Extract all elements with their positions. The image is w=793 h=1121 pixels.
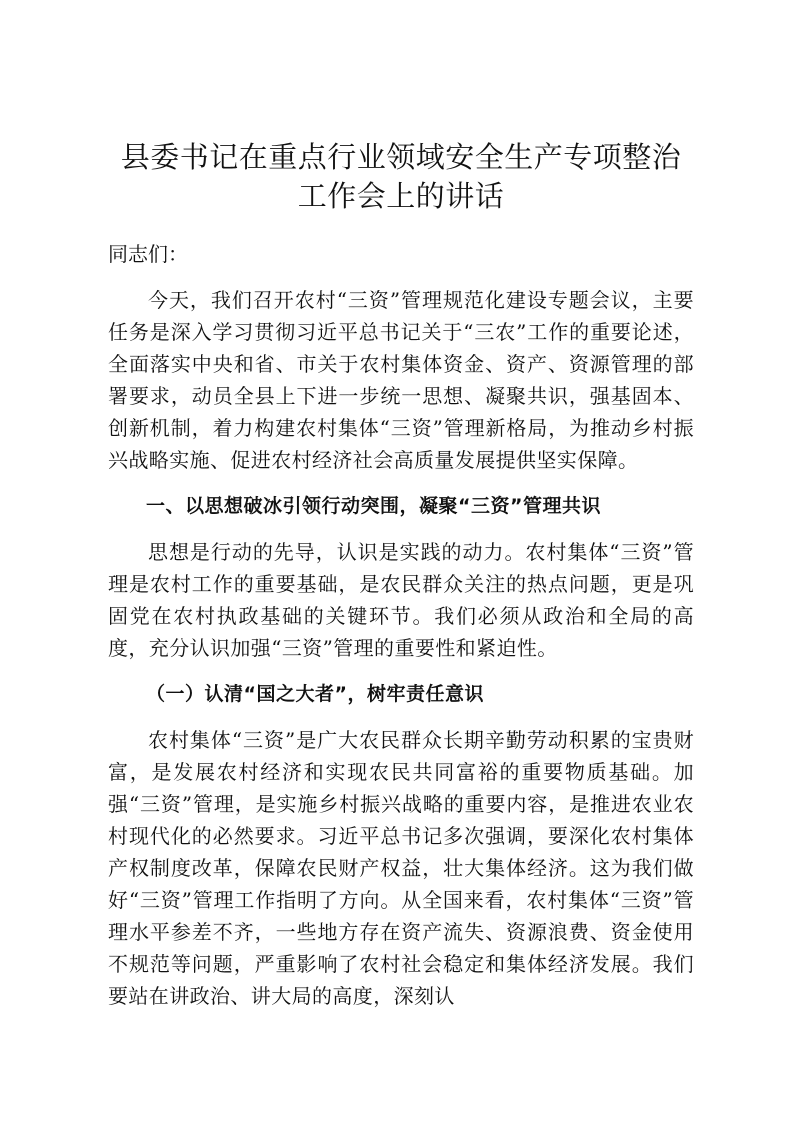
document-title: 县委书记在重点行业领域安全生产专项整治工作会上的讲话 [120, 140, 682, 213]
document-page [108, 138, 694, 1012]
subsection-heading-1: （一）认清“国之大者”，树牢责任意识 [146, 683, 484, 705]
section-heading-1: 一、以思想破冰引领行动突围，凝聚“三资”管理共识 [146, 495, 601, 517]
section-1-paragraph: 思想是行动的先导，认识是实践的动力。农村集体“三资”管理是农村工作的重要基础，是农民群众关注的热点问题，更是巩固党在农村执政基础的关键环节。我们必须从政治和全局的高度，充分认识加强“三资”管理的重要性和紧迫性。 [108, 540, 694, 660]
subsection-1-paragraph: 农村集体“三资”是广大农民群众长期辛勤劳动积累的宝贵财富，是发展农村经济和实现农民共同富裕的重要物质基础。加强“三资”管理，是实施乡村振兴战略的重要内容，是推进农业农村现代化的必然要求。习近平总书记多次强调，要深化农村集体产权制度改革，保障农民财产权益，壮大集体经济。这为我们做好“三资”管理工作指明了方向。从全国来看，农村集体“三资”管理水平参差不齐，一些地方存在资产流失、资源浪费、资金使用不规范等问题，严重影响了农村社会稳定和集体经济发展。我们要站在讲政治、讲大局的高度，深刻认 [108, 728, 694, 1008]
salutation: 同志们： [108, 242, 188, 266]
intro-paragraph: 今天，我们召开农村“三资”管理规范化建设专题会议，主要任务是深入学习贯彻习近平总书记关于“三农”工作的重要论述，全面落实中央和省、市关于农村集体资金、资产、资源管理的部署要求，动员全县上下进一步统一思想、凝聚共识，强基固本、创新机制，着力构建农村集体“三资”管理新格局，为推动乡村振兴战略实施、促进农村经济社会高质量发展提供坚实保障。 [108, 288, 694, 472]
